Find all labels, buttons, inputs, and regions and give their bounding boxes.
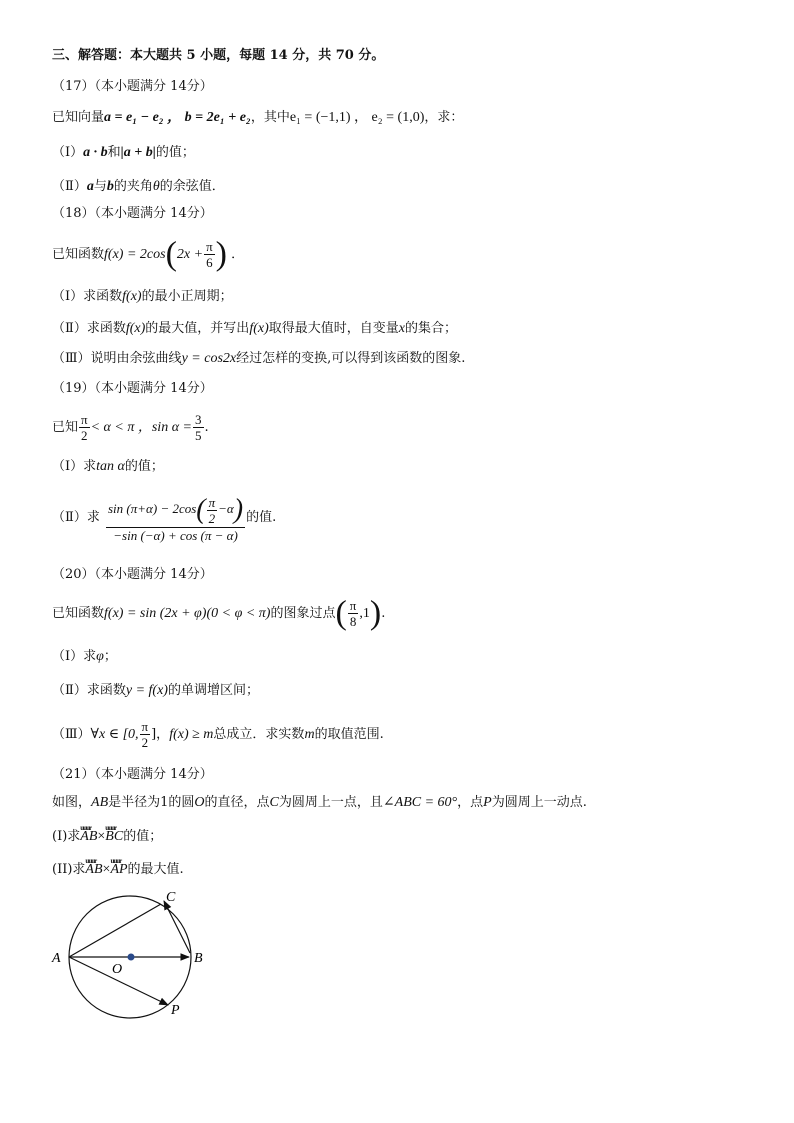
q17-part2-text: 的夹角 — [113, 179, 153, 194]
q20-point-frac-num: π — [349, 598, 357, 613]
q21-part1-label: (I)求 — [52, 829, 81, 844]
q19-part2-num-a: sin (π+α) − 2cos — [108, 500, 197, 516]
q21-part2-vector-ab: uuur AB — [85, 861, 102, 879]
q20-stem — [52, 594, 385, 634]
q19-frac2-num: 3 — [195, 412, 202, 427]
q21-number: （21）（本小题满分 14分） — [52, 767, 213, 782]
q18-stem-suffix: ． — [231, 247, 245, 262]
q21-stem — [52, 794, 587, 812]
q21-stem-a: 如图， — [52, 795, 92, 810]
q20-part3-label: （Ⅲ） — [52, 727, 91, 742]
chord-ac — [69, 904, 161, 957]
q20-part3-m: m — [304, 727, 315, 742]
q18-stem — [52, 235, 244, 275]
q21-stem-p: P — [483, 795, 492, 810]
q20-part3-frac — [140, 719, 151, 750]
q21-part1-suffix: 的值； — [123, 829, 163, 844]
q18-part3-formula: y = cos2x — [181, 351, 237, 366]
q19-stem — [52, 408, 209, 448]
q20-part1-phi: φ — [96, 649, 104, 664]
q17-part1-formula-2: |a + b| — [120, 145, 156, 160]
q20-stem-suffix: . — [381, 606, 386, 621]
label-a: A — [52, 951, 61, 966]
q18-stem-prefix: 已知函数 — [52, 247, 105, 262]
q19-part2-text-a: 求 — [86, 510, 100, 525]
q21-part2-label: (II)求 — [52, 862, 86, 877]
q21-stem-c: 的直径，点 — [204, 795, 270, 810]
q19-part1-text-a: 求 — [83, 459, 97, 474]
vector-bc — [164, 901, 190, 953]
q20-point-left-paren: ( — [335, 594, 347, 632]
q18-part1-label: （Ⅰ） — [52, 289, 84, 304]
q18-part3-text-a: 说明由余弦曲线 — [90, 351, 182, 366]
q18-fraction — [204, 239, 215, 270]
q21-part1 — [52, 828, 162, 846]
q21-part2-vector-ap: uuur AP — [110, 861, 127, 879]
q21-part2-times: × — [102, 862, 111, 877]
q19-num-inner-den: 2 — [208, 510, 216, 526]
q19-part2-numerator — [106, 492, 245, 528]
q18-part2-text-a: 求函数 — [86, 321, 126, 336]
q19-num-inner-num: π — [208, 494, 216, 510]
q19-part2-num-b: −α — [218, 500, 234, 516]
q20-stem-formula: f(x) = sin (2x + φ)(0 < φ < π) — [104, 606, 271, 621]
q18-part1-text-a: 求函数 — [83, 289, 123, 304]
q20-point-frac-den: 8 — [349, 614, 357, 629]
q20-number: （20）（本小题满分 14分） — [52, 567, 213, 582]
q20-part1-text-a: 求 — [83, 649, 97, 664]
q20-stem-mid: 的图象过点 — [270, 606, 336, 621]
q20-part3-text-b: 的取值范围. — [314, 727, 384, 742]
q21-stem-e: ，点 — [457, 795, 484, 810]
q18-part2-text-c: 取得最大值时，自变量 — [268, 321, 399, 336]
center-point — [128, 954, 135, 961]
q18-number: （18）（本小题满分 14分） — [52, 206, 213, 221]
q19-stem-range: < α < π ， — [90, 420, 152, 435]
q18-part1 — [52, 288, 233, 306]
q19-frac1-den: 2 — [81, 428, 88, 443]
q20-part3-forall: ∀x ∈ [0, — [90, 727, 139, 742]
q17-part1-and: 和 — [107, 145, 121, 160]
q18-part2-text-b: 的最大值，并写出 — [145, 321, 250, 336]
q19-frac1-num: π — [81, 412, 88, 427]
q21-stem-cpt: C — [269, 795, 279, 810]
q19-stem-suffix: . — [204, 420, 209, 435]
q18-frac-den: 6 — [206, 255, 213, 270]
q18-part2 — [52, 320, 457, 338]
q20-point-frac — [348, 598, 359, 629]
q19-part2-label: （Ⅱ） — [52, 510, 87, 525]
q17-stem — [52, 109, 463, 127]
q17-stem-mid: ，其中 — [250, 110, 290, 125]
section-heading: 三、解答题：本大题共 5 小题，每题 14 分，共 70 分。 — [52, 48, 385, 63]
q19-part1 — [52, 458, 164, 476]
q20-part3-text-a: 总成立．求实数 — [213, 727, 305, 742]
q17-formula-1: a = e₁ − e₂ ， b = 2e₁ + e₂ — [104, 110, 251, 125]
q21-stem-angle: ∠ABC = 60° — [382, 795, 458, 810]
q18-part1-text-b: 的最小正周期； — [141, 289, 233, 304]
q20-part2-text-a: 求函数 — [86, 683, 126, 698]
q17-formula-2: e₁ = (−1,1) ， e₂ = (1,0) — [289, 110, 425, 125]
q19-num-left-paren: ( — [196, 494, 206, 525]
q21-part2-suffix: 的最大值. — [127, 862, 184, 877]
q20-part3-frac-num: π — [141, 719, 149, 734]
q21-stem-d: 为圆周上一点，且 — [278, 795, 383, 810]
q17-part2-with: 与 — [93, 179, 107, 194]
q20-part1-label: （Ⅰ） — [52, 649, 84, 664]
q18-part2-label: （Ⅱ） — [52, 321, 87, 336]
q17-stem-suffix: ，求： — [424, 110, 464, 125]
q17-number: （17）（本小题满分 14分） — [52, 79, 213, 94]
q17-part2-a: a — [86, 179, 94, 194]
q21-stem-o: O — [194, 795, 205, 810]
q19-part2-fraction — [106, 492, 245, 543]
q19-frac-1 — [79, 412, 90, 443]
q21-part1-vector-ab: uuur AB — [80, 828, 97, 846]
q17-part1 — [52, 144, 195, 162]
q17-stem-prefix: 已知向量 — [52, 110, 105, 125]
q20-part3-frac-den: 2 — [141, 735, 149, 750]
q17-part2 — [52, 178, 225, 196]
q17-part1-label: （Ⅰ） — [52, 145, 84, 160]
q18-stem-lhs: f(x) = 2cos — [104, 247, 166, 262]
q18-part3 — [52, 350, 465, 368]
q20-part1 — [52, 648, 117, 666]
q19-part1-formula: tan α — [96, 459, 125, 474]
q18-part3-label: （Ⅲ） — [52, 351, 91, 366]
q19-part2-denominator: −sin (−α) + cos (π − α) — [113, 528, 238, 543]
q18-frac-num: π — [206, 239, 213, 254]
q21-part2 — [52, 861, 184, 879]
q19-num-right-paren: ) — [233, 494, 244, 525]
q18-part2-fx: f(x) — [125, 321, 146, 336]
q19-part1-text-b: 的值； — [124, 459, 164, 474]
q17-part2-theta: θ — [152, 179, 160, 194]
q19-part2 — [52, 488, 276, 550]
q17-part2-suffix: 的余弦值． — [159, 179, 225, 194]
q19-number: （19）（本小题满分 14分） — [52, 381, 213, 396]
q20-part2 — [52, 682, 259, 700]
q20-point-right-paren: ) — [369, 594, 382, 632]
q19-stem-prefix: 已知 — [52, 420, 79, 435]
q19-frac-2 — [193, 412, 204, 443]
q20-part2-label: （Ⅱ） — [52, 683, 87, 698]
label-p: P — [171, 1003, 180, 1018]
q18-part3-text-b: 经过怎样的变换,可以得到该函数的图象. — [236, 351, 466, 366]
q20-part2-text-b: 的单调增区间； — [167, 683, 259, 698]
q18-part2-text-d: 的集合； — [404, 321, 457, 336]
q19-part1-label: （Ⅰ） — [52, 459, 84, 474]
q18-left-paren: ( — [165, 235, 177, 273]
q19-frac2-den: 5 — [195, 428, 202, 443]
q19-stem-sin: sin α = — [151, 420, 192, 435]
label-b: B — [194, 951, 203, 966]
q18-part2-x: x — [398, 321, 405, 336]
q20-stem-prefix: 已知函数 — [52, 606, 105, 621]
q17-part1-formula: a · b — [83, 145, 108, 160]
q21-stem-f: 为圆周上一动点. — [491, 795, 587, 810]
q17-part1-suffix: 的值； — [155, 145, 195, 160]
q20-part3 — [52, 715, 384, 755]
q18-right-paren: ) — [215, 235, 227, 273]
q18-part1-fx: f(x) — [122, 289, 142, 304]
q19-part2-text-b: 的值. — [246, 510, 277, 525]
q21-stem-ab: AB — [91, 795, 109, 810]
q21-part1-times: × — [97, 829, 106, 844]
q18-part2-fx-2: f(x) — [249, 321, 269, 336]
q17-part2-label: （Ⅱ） — [52, 179, 87, 194]
circle-figure — [40, 880, 220, 1025]
q20-part2-formula: y = f(x) — [125, 683, 168, 698]
q20-part3-ineq: f(x) ≥ m — [169, 727, 214, 742]
label-o: O — [112, 962, 123, 977]
q21-part1-vector-bc: uuur BC — [105, 828, 123, 846]
q20-part3-close: ]， — [151, 727, 170, 742]
q17-part2-b: b — [106, 179, 114, 194]
q20-part1-text-b: ； — [103, 649, 117, 664]
q21-stem-b: 是半径为1的圆 — [108, 795, 195, 810]
q20-point-y: ,1 — [359, 606, 370, 621]
q18-stem-inner: 2x + — [176, 247, 204, 262]
label-c: C — [166, 890, 176, 905]
q19-num-inner-frac — [207, 495, 218, 526]
